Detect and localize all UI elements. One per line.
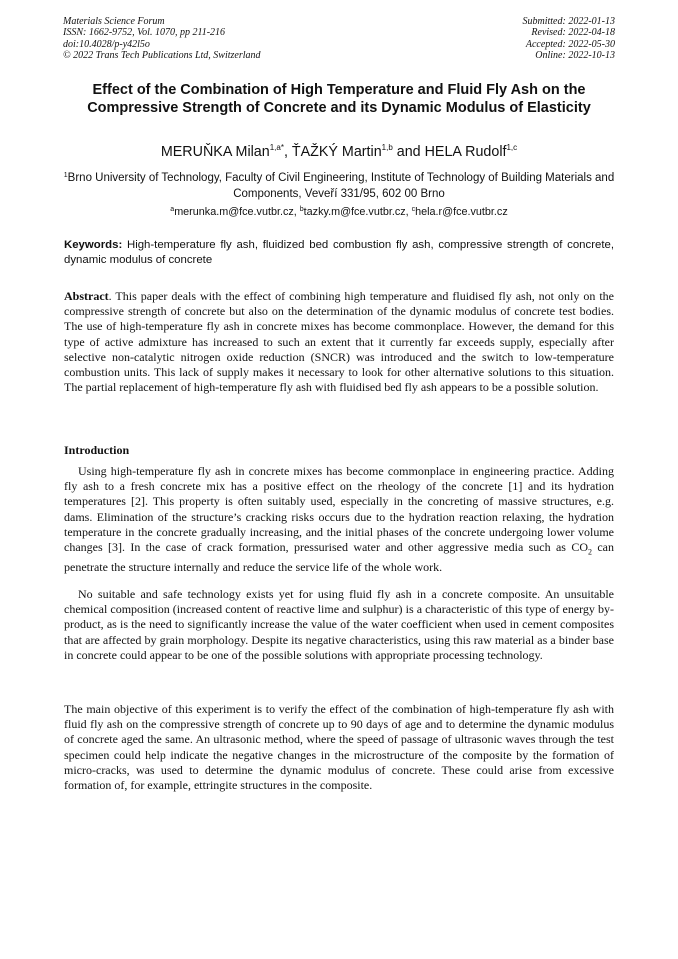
affiliation-text: Brno University of Technology, Faculty of Civil Engineering, Institute of Technology of Building Materials and Components, Veveří 331/95, 602 00 Brno — [67, 172, 615, 200]
keywords-text: High-temperature fly ash, fluidized bed combustion fly ash, compressive strength of concrete, dynamic modulus of concrete — [64, 239, 614, 266]
author-sup: 1,b — [381, 143, 393, 152]
author-name: ŤAŽKÝ Martin — [291, 144, 382, 160]
affiliation — [60, 168, 618, 202]
email-link[interactable]: hela.r@fce.vutbr.cz — [415, 206, 508, 218]
intro-paragraph-2: No suitable and safe technology exists yet for using fluid fly ash in a concrete composite. An unsuitable chemical composition (increased content of reactive lime and sulphur) is a characteristic of this type of energy by-product, as is the need to significantly increase the value of the water coefficient when used in cement composites that are affected by grain morphology. Despite its negative characteristics, using this raw material as a binder base in concrete could appear to be one of the possible solutions with appropriate processing technology. — [64, 587, 614, 662]
author-name: HELA Rudolf — [424, 144, 507, 160]
issn-line: ISSN: 1662-9752, Vol. 1070, pp 211-216 — [63, 27, 226, 39]
intro-paragraph-3: The main objective of this experiment is to verify the effect of the combination of high-temperature fly ash with fluid fly ash on the compressive strength of concrete up to 90 days of age and to determine the dynamic modulus of concrete aged the same. An ultrasonic method, where the speed of passage of ultrasonic waves through the test specimen could help indicate the negative changes in the microstructure of the composite by the formation of micro-cracks, was used to determine the dynamic modulus of concrete. These could arise from excessive formation of, for example, ettringite structures in the composite. — [64, 702, 614, 793]
affiliation-sup: 1 — [63, 172, 68, 179]
publication-dates — [523, 16, 616, 62]
email-list: $^a$merunka.m@fce.vutbr.cz, $^b$tazky.m@fce.vutbr.cz, $^c$hela.r@fce.vutbr.cz — [170, 206, 508, 218]
abstract-text: . This paper deals with the effect of combining high temperature and fluidised fly ash, not only on the compressive strength of concrete but also on the determination of the dynamic modulus of concrete test bodies. The use of high-temperature fly ash in concrete mixes has become commonplace. However, the demand for this type of active admixture has increased to such an extent that it currently far exceeds supply, especially after selective non-catalytic nitrogen oxide reduction (SNCR) was introduced and the switch to low-temperature combustion units. This lack of supply makes it necessary to look for other alternative solutions to this situation. The partial replacement of high-temperature fly ash with fluidised bed fly ash appears to be a possible solution. — [64, 289, 614, 395]
abstract-label: Abstract — [64, 289, 109, 303]
intro-paragraph-1: Using high-temperature fly ash in concrete mixes has become commonplace in engineering practice. Adding fly ash to a fresh concrete mix has a positive effect on the rheology of the concrete [1] and its hydration temperatures [2]. This property is often suitably used, especially in the concreting of massive structures, e.g. dams. Elimination of the structure’s cracking risks occurs due to the hydration reaction relaxing, the hydration temperature in the concrete gradually increasing, and the initial phases of the concrete undergoing lower volume changes [3]. In the case of crack formation, pressurised water and other aggressive media such as $CO_2$ can penetrate the structure internally and reduce the service life of the whole work. — [64, 464, 614, 574]
publication-info — [63, 16, 261, 62]
paper-title: Effect of the Combination of High Temperature and Fluid Fly Ash on the Compressive Strength of Concrete and its Dynamic Modulus of Elasticity — [87, 82, 591, 116]
section-heading: Introduction — [64, 443, 130, 457]
author-sup: 1,c — [506, 143, 518, 152]
author-name: MERUŇKA Milan — [160, 144, 270, 160]
email-link[interactable]: tazky.m@fce.vutbr.cz — [303, 206, 406, 218]
abstract — [64, 289, 614, 395]
doi-line: doi:10.4028/p-y42l5o — [63, 38, 150, 50]
accepted-date: Accepted: 2022-05-30 — [525, 38, 615, 50]
author-list: MERUŇKA Milan$^{1,a*}$, ŤAŽKÝ Martin$^{1,b}$ and HELA Rudolf$^{1,c}$ — [160, 143, 518, 160]
copyright-line: © 2022 Trans Tech Publications Ltd, Switzerland — [63, 50, 261, 62]
author-sup: 1,a* — [269, 143, 284, 152]
submitted-date: Submitted: 2022-01-13 — [522, 16, 615, 27]
keywords-label: Keywords: — [64, 239, 123, 251]
online-date: Online: 2022-10-13 — [535, 50, 615, 62]
journal-name: Materials Science Forum — [63, 16, 165, 27]
revised-date: Revised: 2022-04-18 — [531, 27, 615, 39]
keywords — [64, 238, 614, 268]
email-link[interactable]: merunka.m@fce.vutbr.cz — [174, 206, 294, 218]
